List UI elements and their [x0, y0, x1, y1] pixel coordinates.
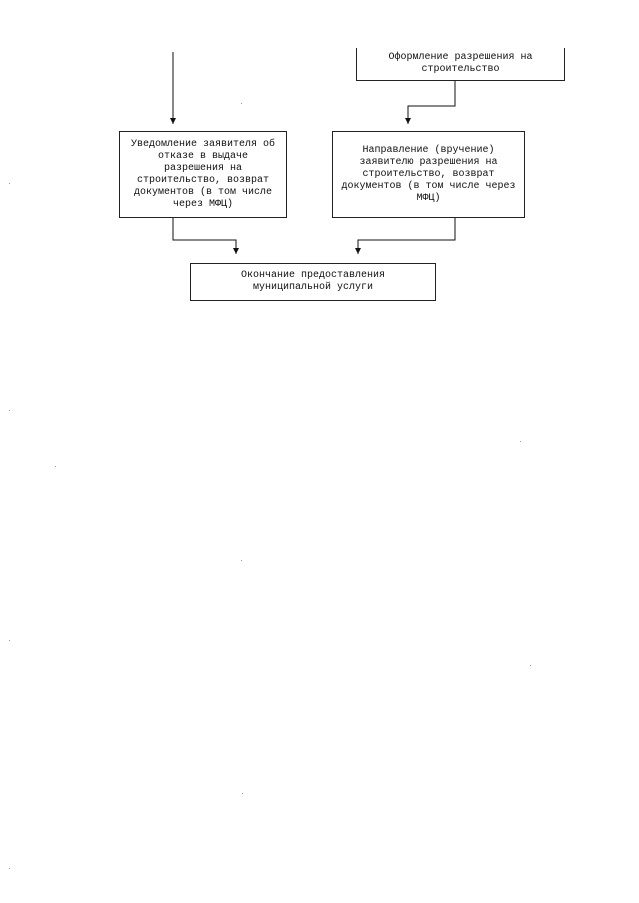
node-end-service: Окончание предоставления муниципальной услуги	[190, 263, 436, 301]
scan-speck	[520, 441, 521, 442]
scan-speck	[530, 665, 531, 666]
scan-speck	[9, 640, 10, 641]
arrowhead-end-left	[233, 248, 239, 254]
node-issue-permit: Оформление разрешения на строительство	[356, 48, 565, 81]
arrowhead-deliver	[405, 118, 411, 124]
scan-speck	[55, 466, 56, 467]
scan-speck	[9, 410, 10, 411]
node-notify-refusal: Уведомление заявителя об отказе в выдаче разрешения на строительство, возврат документов (в том числе через МФЦ)	[119, 131, 287, 218]
scan-speck	[9, 183, 10, 184]
arrowhead-end-right	[355, 248, 361, 254]
connector-issue-to-deliver	[408, 80, 455, 124]
scan-speck	[242, 793, 243, 794]
connector-refusal-to-end	[173, 217, 236, 254]
node-deliver-permit: Направление (вручение) заявителю разрешения на строительство, возврат документов (в том числе через МФЦ)	[332, 131, 525, 218]
scan-speck	[241, 560, 242, 561]
scan-speck	[241, 103, 242, 104]
connector-deliver-to-end	[358, 217, 455, 254]
arrowhead-refusal	[170, 118, 176, 124]
scan-speck	[9, 868, 10, 869]
